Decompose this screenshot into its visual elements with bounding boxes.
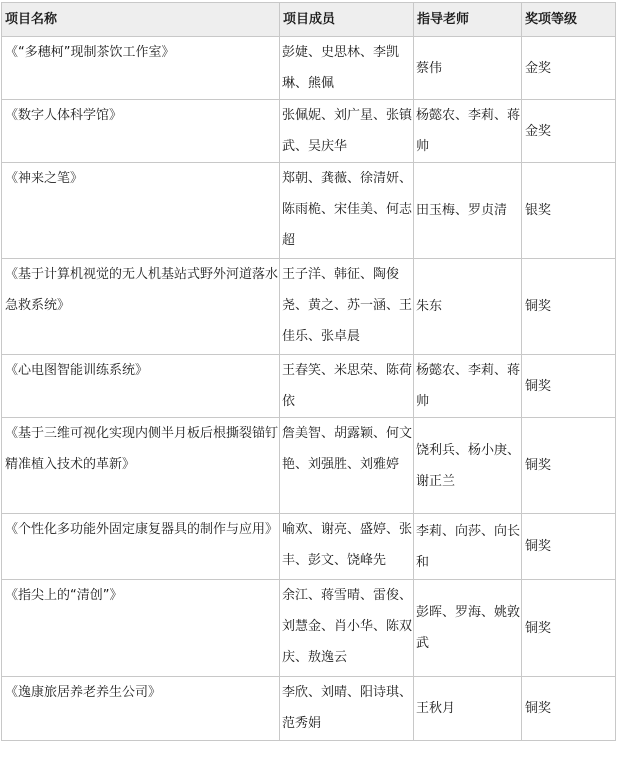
header-award: 奖项等级 [522,3,616,37]
table-header [2,3,616,37]
header-members: 项目成员 [280,3,414,37]
members-cell: 郑朝、龚薇、徐清妍、陈雨桅、宋佳美、何志超 [280,163,414,259]
table-row [2,100,616,163]
awards-table [1,2,616,741]
table-row [2,677,616,741]
award-cell: 金奖 [522,100,616,163]
advisors-cell: 李莉、向莎、向长和 [414,514,522,580]
header-project-name: 项目名称 [2,3,280,37]
project-name-cell: 《个性化多功能外固定康复器具的制作与应用》 [2,514,280,580]
table-row [2,355,616,418]
table-body [2,37,616,741]
table-row [2,580,616,677]
table-row [2,514,616,580]
project-name-cell: 《基于三维可视化实现内侧半月板后根撕裂锚钉精准植入技术的革新》 [2,418,280,514]
award-cell: 铜奖 [522,580,616,677]
award-cell: 铜奖 [522,514,616,580]
advisors-cell: 王秋月 [414,677,522,741]
table-row [2,163,616,259]
project-name-cell: 《“多穗柯”现制茶饮工作室》 [2,37,280,100]
members-cell: 喻欢、谢亮、盛婷、张丰、彭文、饶峰先 [280,514,414,580]
advisors-cell: 田玉梅、罗贞清 [414,163,522,259]
advisors-cell: 蔡伟 [414,37,522,100]
header-row [2,3,616,37]
project-name-cell: 《指尖上的“清创”》 [2,580,280,677]
members-cell: 余江、蒋雪晴、雷俊、刘慧金、肖小华、陈双庆、敖逸云 [280,580,414,677]
advisors-cell: 彭晖、罗海、姚敦武 [414,580,522,677]
project-name-cell: 《神来之笔》 [2,163,280,259]
table-row [2,418,616,514]
advisors-cell: 朱东 [414,259,522,355]
award-cell: 铜奖 [522,418,616,514]
project-name-cell: 《数字人体科学馆》 [2,100,280,163]
members-cell: 王子洋、韩征、陶俊尧、黄之、苏一涵、王佳乐、张卓晨 [280,259,414,355]
advisors-cell: 饶利兵、杨小庚、谢正兰 [414,418,522,514]
members-cell: 张佩妮、刘广星、张镇武、吴庆华 [280,100,414,163]
members-cell: 王春笑、米思荣、陈荷依 [280,355,414,418]
award-cell: 银奖 [522,163,616,259]
table-row [2,37,616,100]
project-name-cell: 《逸康旅居养老养生公司》 [2,677,280,741]
award-cell: 金奖 [522,37,616,100]
members-cell: 彭婕、史思林、李凯琳、熊佩 [280,37,414,100]
table-row [2,259,616,355]
award-cell: 铜奖 [522,355,616,418]
award-cell: 铜奖 [522,677,616,741]
advisors-cell: 杨懿农、李莉、蒋帅 [414,355,522,418]
project-name-cell: 《基于计算机视觉的无人机基站式野外河道落水急救系统》 [2,259,280,355]
members-cell: 李欣、刘晴、阳诗琪、范秀娟 [280,677,414,741]
project-name-cell: 《心电图智能训练系统》 [2,355,280,418]
members-cell: 詹美智、胡露颖、何文艳、刘强胜、刘雅婷 [280,418,414,514]
award-cell: 铜奖 [522,259,616,355]
advisors-cell: 杨懿农、李莉、蒋帅 [414,100,522,163]
header-advisors: 指导老师 [414,3,522,37]
